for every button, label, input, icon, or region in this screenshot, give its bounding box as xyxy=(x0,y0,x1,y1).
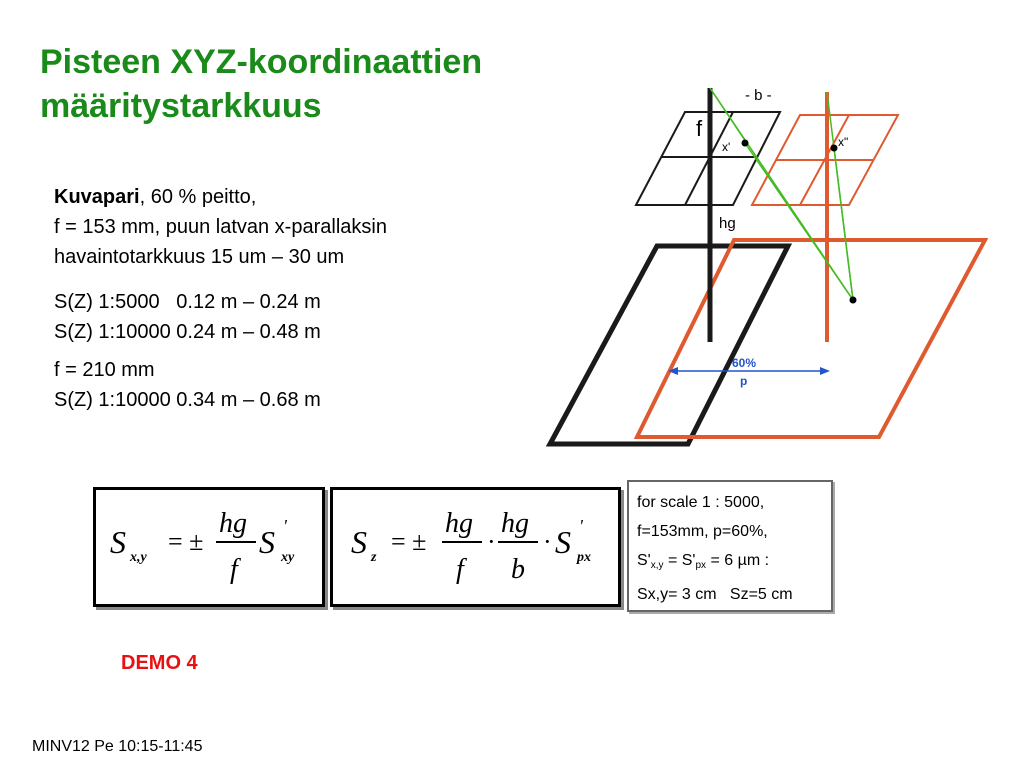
title-line-1: Pisteen XYZ-koordinaattien xyxy=(40,43,483,81)
sz-10000-line: S(Z) 1:10000 0.24 m – 0.48 m xyxy=(54,321,321,343)
sz-symbol: S xyxy=(351,524,367,560)
info-value: = 6 µm : xyxy=(706,552,770,569)
spacer xyxy=(54,272,504,287)
sz-numerator-1: hg xyxy=(445,508,473,539)
sxy-formula-box xyxy=(93,487,325,607)
kuvapari-line xyxy=(54,182,504,212)
sxy-equals-pm: = ± xyxy=(168,527,204,556)
overlap-arrowhead-right xyxy=(820,367,830,375)
sz-prime: ' xyxy=(579,516,583,536)
focal-210-line: f = 210 mm xyxy=(54,359,155,381)
info-s-prime-xy: S' xyxy=(637,552,651,569)
sz-s-prime-symbol: S xyxy=(555,524,571,560)
sz-formula-box xyxy=(330,487,621,607)
sxy-prime: ' xyxy=(283,516,287,536)
sz-10000-f210-line: S(Z) 1:10000 0.34 m – 0.68 m xyxy=(54,389,321,411)
overlap-p-label: p xyxy=(740,374,748,388)
info-accuracy-line xyxy=(637,546,831,580)
title-line-2: määritystarkkuus xyxy=(40,87,322,125)
sz-dot-2: · xyxy=(543,527,552,556)
info-scale-line: for scale 1 : 5000, xyxy=(637,494,765,511)
info-result-line: Sx,y= 3 cm Sz=5 cm xyxy=(637,586,793,603)
sz-s-prime-subscript: px xyxy=(577,550,591,565)
sz-dot-1: · xyxy=(487,527,496,556)
image-point-right xyxy=(831,145,838,152)
accuracy-line: havaintotarkkuus 15 um – 30 um xyxy=(54,246,345,268)
kuvapari-label: Kuvapari xyxy=(54,186,140,208)
demo-label: DEMO 4 xyxy=(121,652,198,674)
overlap-percent-label: 60% xyxy=(732,356,757,370)
left-ground-footprint xyxy=(550,246,788,444)
body-text xyxy=(54,182,504,415)
hg-label: hg xyxy=(719,215,736,232)
focal-length-line: f = 153 mm, puun latvan x-parallaksin xyxy=(54,216,387,238)
info-sub-xy: x,y xyxy=(650,560,664,571)
sz-numerator-2: hg xyxy=(501,508,529,539)
sxy-numerator: hg xyxy=(219,508,247,539)
spacer xyxy=(54,347,504,355)
stereo-geometry-diagram xyxy=(540,80,1020,450)
ground-point xyxy=(850,297,857,304)
sz-5000-line: S(Z) 1:5000 0.12 m – 0.24 m xyxy=(54,291,321,313)
example-values-box xyxy=(627,480,833,612)
sxy-formula xyxy=(96,490,322,604)
sxy-denominator: f xyxy=(230,554,238,585)
sz-denominator-1: f xyxy=(456,554,464,585)
sxy-s-prime-subscript: xy xyxy=(281,550,295,565)
info-params-line: f=153mm, p=60%, xyxy=(637,523,768,540)
sxy-symbol: S xyxy=(110,524,126,560)
sz-subscript: z xyxy=(371,550,377,565)
footer-course-info: MINV12 Pe 10:15-11:45 xyxy=(32,738,203,755)
projection-rays xyxy=(710,88,853,300)
sxy-subscript: x,y xyxy=(130,550,147,565)
right-ground-footprint xyxy=(637,240,985,437)
sz-equals-pm: = ± xyxy=(391,527,427,556)
kuvapari-rest: , 60 % peitto, xyxy=(139,186,257,208)
base-label: - b - xyxy=(745,87,772,104)
info-s-prime-px: = S' xyxy=(663,552,696,569)
image-point-left xyxy=(742,140,749,147)
sz-formula xyxy=(333,490,618,604)
sxy-s-prime-symbol: S xyxy=(259,524,275,560)
sz-denominator-2: b xyxy=(511,554,525,585)
x-prime-label: x' xyxy=(722,140,731,154)
info-sub-px: px xyxy=(695,560,707,571)
x-double-prime-label: x" xyxy=(838,135,849,149)
focal-label: f xyxy=(696,116,703,141)
